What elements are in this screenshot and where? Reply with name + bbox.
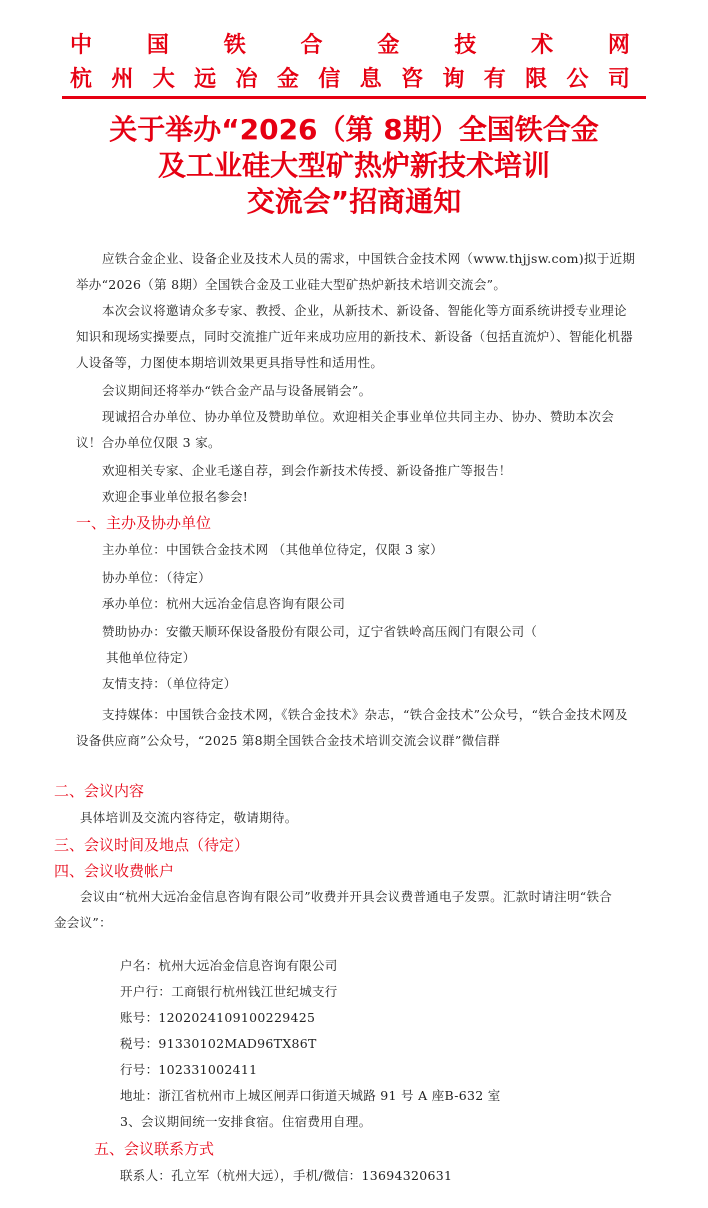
section-4-text: 会议由“杭州大远冶金信息咨询有限公司”收费并开具会议费普通电子发票。汇款时请注明“铁合金会议”： xyxy=(54,889,613,930)
bank-name: 开户行：工商银行杭州钱江世纪城支行 xyxy=(120,984,338,999)
header-2-char: 杭 xyxy=(70,66,93,92)
header-1-char: 技 xyxy=(454,32,477,58)
section-2-heading: 二、会议内容 xyxy=(54,782,145,800)
header-1-char: 金 xyxy=(377,32,400,58)
header-1-char: 国 xyxy=(146,32,169,58)
header-2-char: 咨 xyxy=(401,66,424,92)
account-number: 账号：1202024109100229425 xyxy=(120,1010,316,1025)
tax-number: 税号：91330102MAD96TX86T xyxy=(120,1036,317,1051)
header-2-char: 州 xyxy=(111,66,134,92)
header-2-char: 息 xyxy=(359,66,382,92)
sponsor-unit-cont: 其他单位待定） xyxy=(106,650,196,665)
doc-title-line1: 关于举办“2026（第 8期）全国铁合金 xyxy=(109,113,599,146)
host-unit: 主办单位：中国铁合金技术网 （其他单位待定，仅限 3 家） xyxy=(102,542,444,557)
account-name: 户名：杭州大远冶金信息咨询有限公司 xyxy=(120,958,338,973)
header-2-char: 限 xyxy=(525,66,548,92)
section-5-heading: 五、会议联系方式 xyxy=(94,1140,215,1158)
address: 地址：浙江省杭州市上城区闸弄口街道天城路 91 号 A 座B-632 室 xyxy=(120,1088,501,1103)
header-2-char: 远 xyxy=(194,66,217,92)
contact-person: 联系人：孔立军（杭州大远），手机/微信：13694320631 xyxy=(120,1168,453,1183)
note-accommodation: 3、会议期间统一安排食宿。住宿费用自理。 xyxy=(120,1114,372,1129)
co-unit: 协办单位：（待定） xyxy=(102,570,211,585)
doc-title-line3: 交流会”招商通知 xyxy=(246,185,462,218)
support-media: 支持媒体：中国铁合金技术网，《铁合金技术》杂志，“铁合金技术”公众号，“铁合金技术网及设备供应商”公众号，“2025 第8期全国铁合金技术培训交流会议群”微信群 xyxy=(76,707,628,748)
header-1-char: 合 xyxy=(300,32,323,58)
header-1-char: 中 xyxy=(70,32,93,58)
bank-code: 行号：102331002411 xyxy=(120,1062,258,1077)
header-2-char: 询 xyxy=(442,66,465,92)
header-1-char: 术 xyxy=(531,32,554,58)
doc-title-line2: 及工业硅大型矿热炉新技术培训 xyxy=(157,149,550,182)
section-4-heading: 四、会议收费帐户 xyxy=(54,862,175,880)
friendly-support: 友情支持：（单位待定） xyxy=(102,676,237,691)
intro-paragraph-2: 本次会议将邀请众多专家、教授、企业，从新技术、新设备、智能化等方面系统讲授专业理论知识和现场实操要点，同时交流推广近年来成功应用的新技术、新设备（包括直流炉）、智能化机器人设备等，力图使本期培训效果更具指导性和适用性。 xyxy=(76,303,633,370)
section-2-text: 具体培训及交流内容待定，敬请期待。 xyxy=(80,810,298,825)
header-1-char: 网 xyxy=(607,32,630,58)
section-1-heading: 一、主办及协办单位 xyxy=(76,514,212,532)
header-2-char: 大 xyxy=(152,66,175,92)
header-org-2 xyxy=(70,62,630,93)
organizer-unit: 承办单位：杭州大远冶金信息咨询有限公司 xyxy=(102,596,346,611)
header-2-char: 司 xyxy=(607,66,630,92)
intro-paragraph-3: 会议期间还将举办“铁合金产品与设备展销会”。 xyxy=(102,383,372,398)
header-divider xyxy=(62,96,646,99)
intro-paragraph-4: 现诚招合办单位、协办单位及赞助单位。欢迎相关企事业单位共同主办、协办、赞助本次会议！合办单位仅限 3 家。 xyxy=(76,409,615,450)
header-org-1 xyxy=(70,28,630,59)
intro-paragraph-6: 欢迎企事业单位报名参会! xyxy=(102,489,249,504)
header-2-char: 金 xyxy=(276,66,299,92)
header-2-char: 公 xyxy=(566,66,589,92)
section-3-heading: 三、会议时间及地点（待定） xyxy=(54,836,250,854)
header-1-char: 铁 xyxy=(223,32,246,58)
sponsor-unit: 赞助协办：安徽天顺环保设备股份有限公司，辽宁省铁岭高压阀门有限公司（ xyxy=(102,624,538,639)
header-2-char: 有 xyxy=(483,66,506,92)
header-2-char: 信 xyxy=(318,66,341,92)
header-2-char: 冶 xyxy=(235,66,258,92)
intro-paragraph-1: 应铁合金企业、设备企业及技术人员的需求，中国铁合金技术网（www.thjjsw.com)拟于近期举办“2026（第 8期）全国铁合金及工业硅大型矿热炉新技术培训交流会”。 xyxy=(76,251,636,292)
intro-paragraph-5: 欢迎相关专家、企业毛遂自荐，到会作新技术传授、新设备推广等报告！ xyxy=(102,463,512,478)
